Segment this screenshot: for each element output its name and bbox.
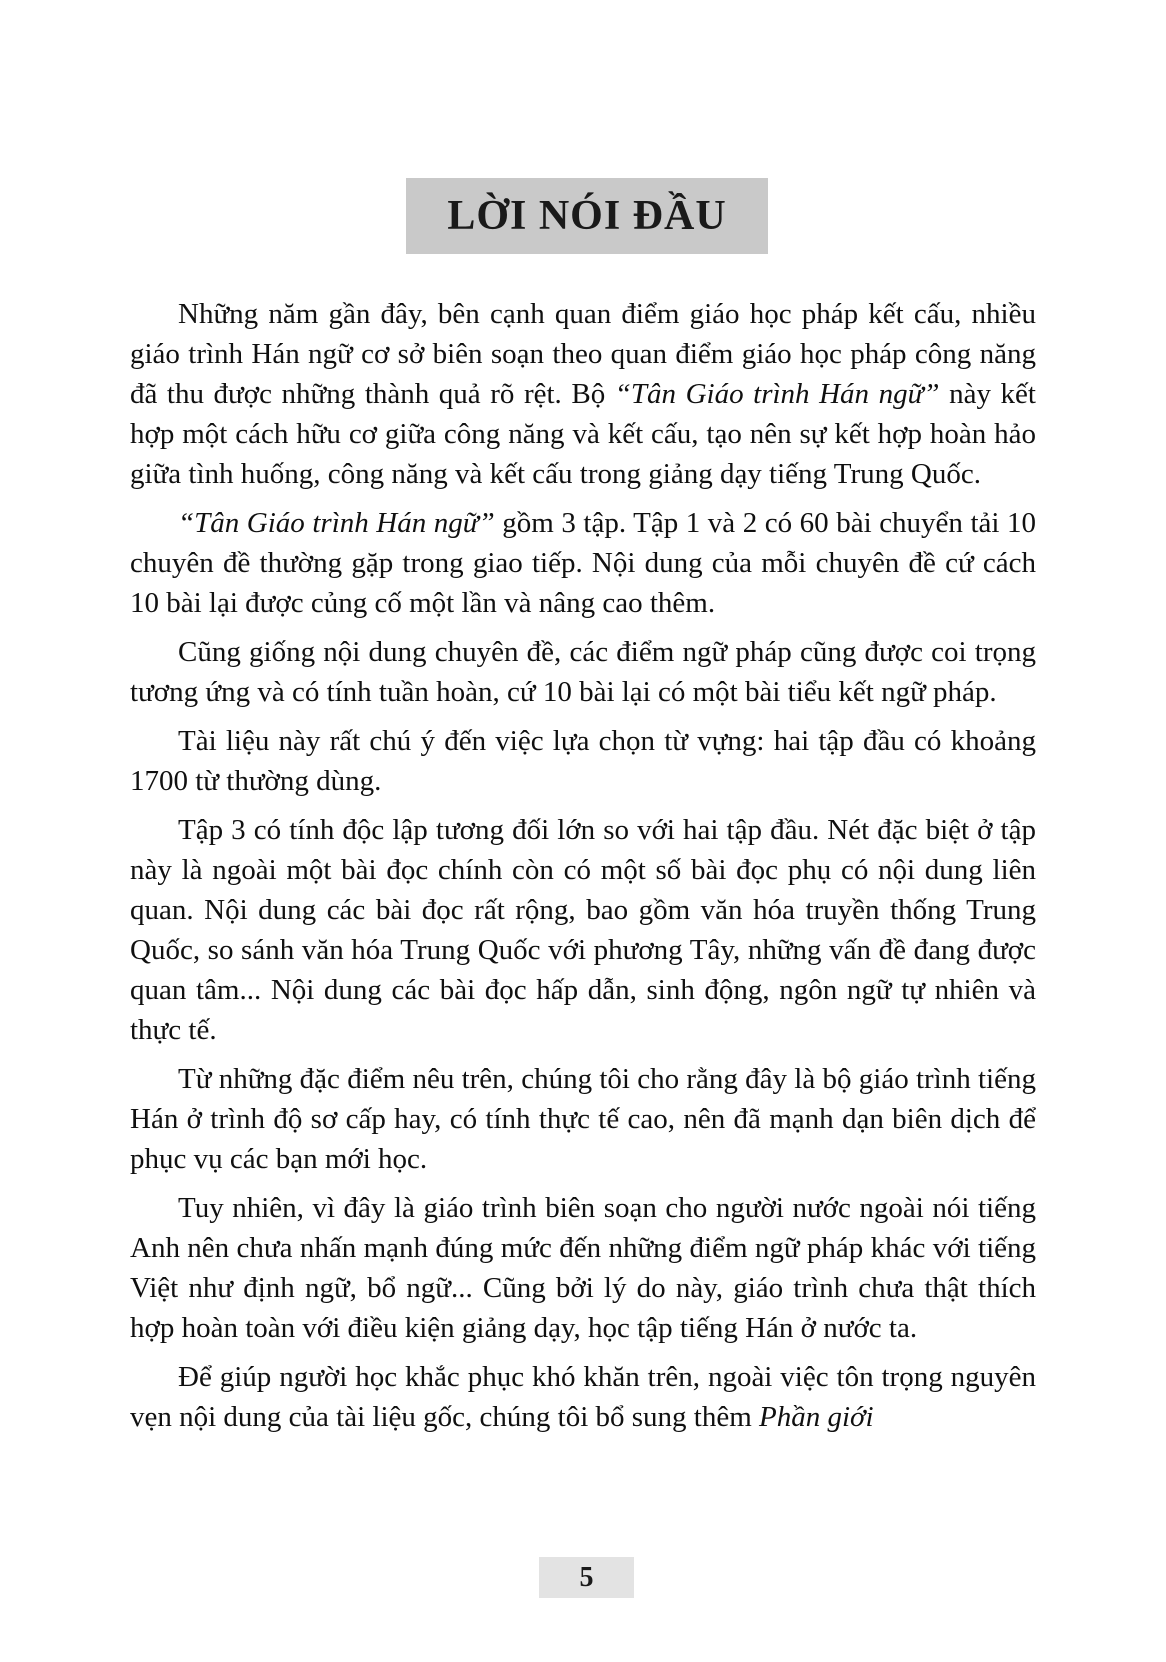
text-segment: Những năm gần đây, bên cạnh quan điểm giáo học pháp kết cấu, nhiều giáo trình Hán ngữ cơ sở biên soạn theo quan điểm giáo học pháp công năng đã thu được những thành quả rõ rệt. Bộ [130, 298, 1036, 410]
text-segment: Từ những đặc điểm nêu trên, chúng tôi cho rằng đây là bộ giáo trình tiếng Hán ở trình độ sơ cấp hay, có tính thực tế cao, nên đã mạnh dạn biên dịch để phục vụ các bạn mới học. [130, 1063, 1036, 1175]
paragraph [130, 632, 1036, 712]
paragraph [130, 721, 1036, 801]
paragraph [130, 1357, 1036, 1437]
text-segment: này kết hợp một cách hữu cơ giữa công năng và kết cấu, tạo nên sự kết hợp hoàn hảo giữa tình huống, công năng và kết cấu trong giảng dạy tiếng Trung Quốc. [130, 378, 1036, 490]
text-segment: Cũng giống nội dung chuyên đề, các điểm ngữ pháp cũng được coi trọng tương ứng và có tính tuần hoàn, cứ 10 bài lại có một bài tiểu kết ngữ pháp. [130, 636, 1036, 708]
paragraph [130, 294, 1036, 494]
page-number-badge: 5 [539, 1557, 634, 1598]
paragraph [130, 503, 1036, 623]
body-paragraphs [130, 294, 1036, 1446]
text-segment: gồm 3 tập. Tập 1 và 2 có 60 bài chuyển tải 10 chuyên đề thường gặp trong giao tiếp. Nội dung của mỗi chuyên đề cứ cách 10 bài lại được củng cố một lần và nâng cao thêm. [130, 507, 1037, 619]
text-segment: Tuy nhiên, vì đây là giáo trình biên soạn cho người nước ngoài nói tiếng Anh nên chưa nhấn mạnh đúng mức đến những điểm ngữ pháp khác với tiếng Việt như định ngữ, bổ ngữ... Cũng bởi lý do này, giáo trình chưa thật thích hợp hoàn toàn với điều kiện giảng dạy, học tập tiếng Hán ở nước ta. [130, 1192, 1036, 1344]
text-segment: Để giúp người học khắc phục khó khăn trên, ngoài việc tôn trọng nguyên vẹn nội dung của tài liệu gốc, chúng tôi bổ sung thêm [130, 1361, 1036, 1433]
italic-text-segment: “Tân Giáo trình Hán ngữ” [178, 507, 495, 539]
page-title: LỜI NÓI ĐẦU [406, 178, 768, 254]
paragraph [130, 1188, 1036, 1348]
italic-text-segment: Phần giới [759, 1401, 874, 1433]
italic-text-segment: “Tân Giáo trình Hán ngữ” [614, 378, 940, 410]
paragraph [130, 810, 1036, 1050]
text-segment: Tài liệu này rất chú ý đến việc lựa chọn từ vựng: hai tập đầu có khoảng 1700 từ thường dùng. [130, 725, 1036, 797]
paragraph [130, 1059, 1036, 1179]
text-segment: Tập 3 có tính độc lập tương đối lớn so với hai tập đầu. Nét đặc biệt ở tập này là ngoài một bài đọc chính còn có một số bài đọc phụ có nội dung liên quan. Nội dung các bài đọc rất rộng, bao gồm văn hóa truyền thống Trung Quốc, so sánh văn hóa Trung Quốc với phương Tây, những vấn đề đang được quan tâm... Nội dung các bài đọc hấp dẫn, sinh động, ngôn ngữ tự nhiên và thực tế. [130, 814, 1036, 1046]
